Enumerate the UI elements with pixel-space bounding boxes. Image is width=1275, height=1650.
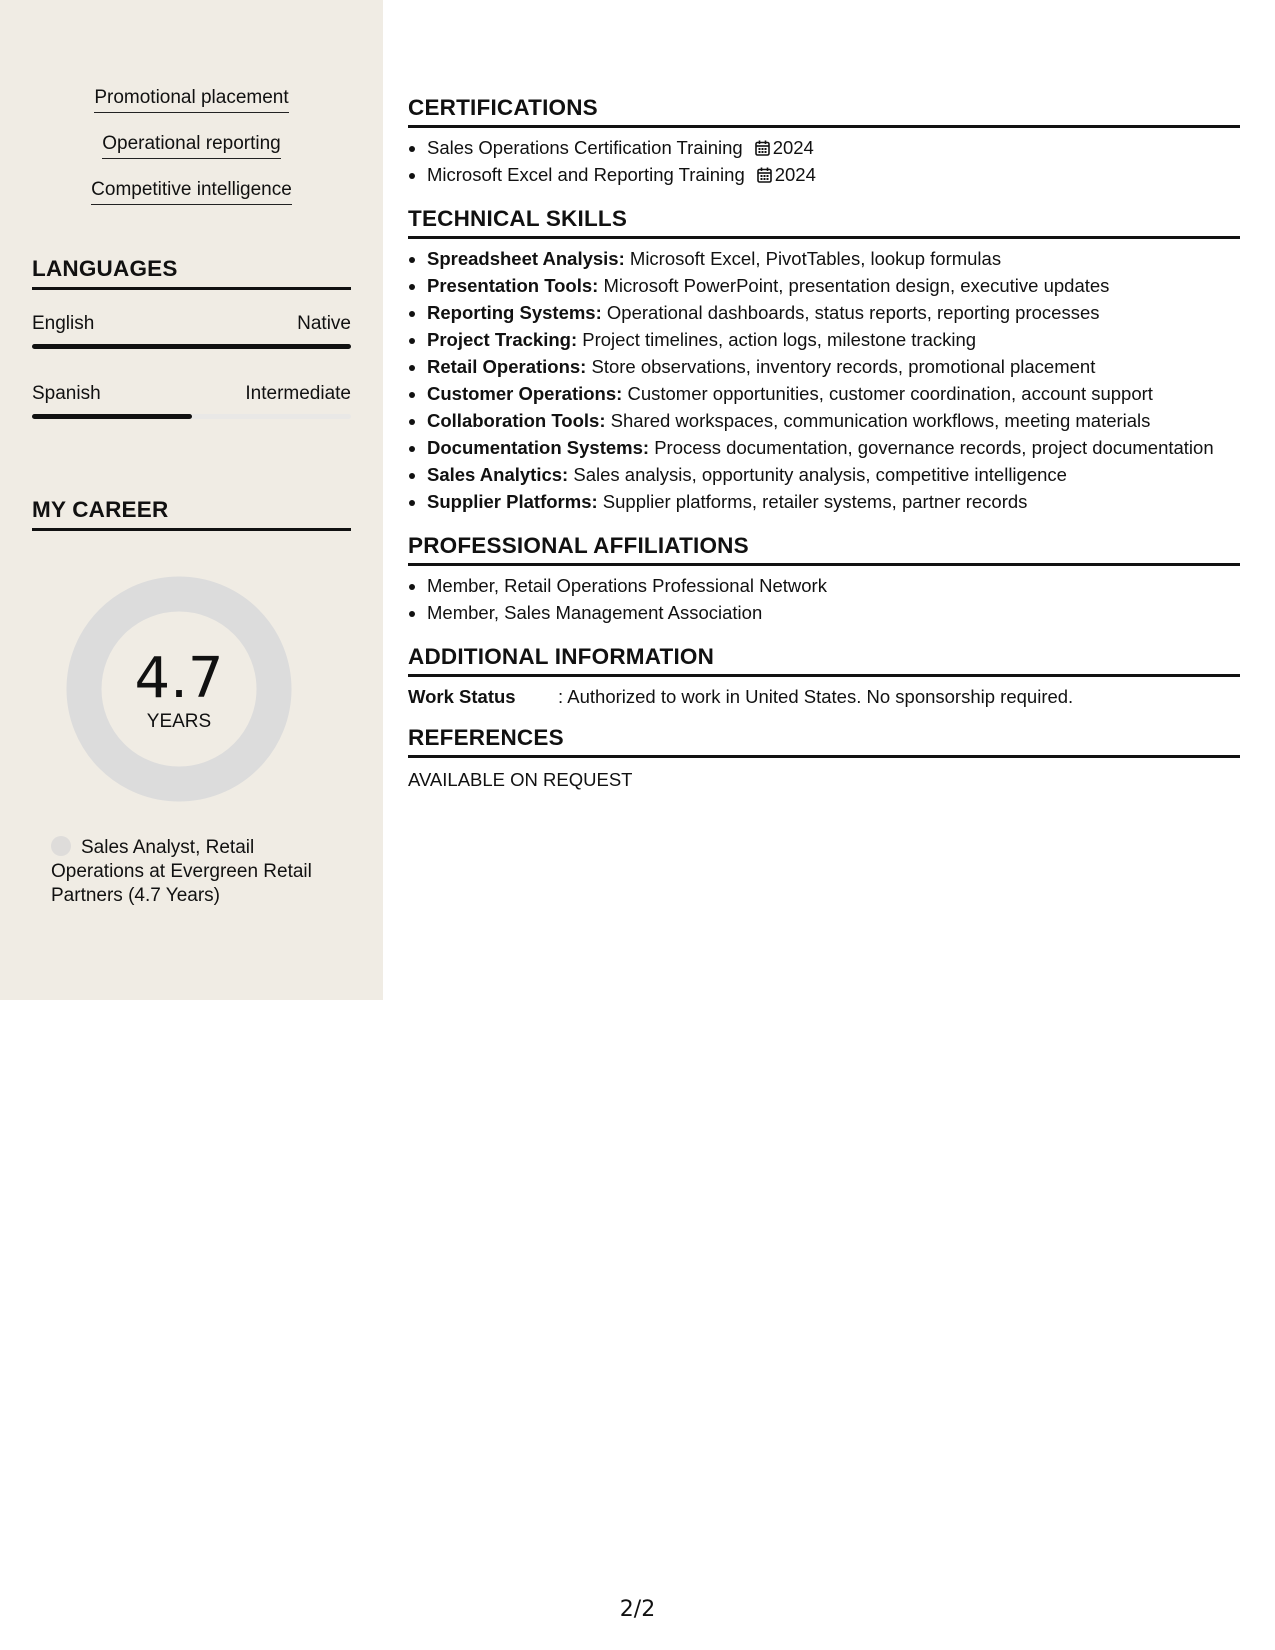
section-heading: CERTIFICATIONS — [408, 94, 1240, 128]
career-donut-chart — [66, 576, 292, 802]
language-level: Intermediate — [245, 383, 351, 404]
career-heading: MY CAREER — [32, 496, 351, 531]
skill-label: Supplier Platforms: — [427, 491, 598, 512]
skill-value: Store observations, inventory records, promotional placement — [591, 356, 1096, 377]
affiliations-section — [408, 532, 1240, 626]
work-status-row — [408, 685, 1240, 709]
language-level: Native — [297, 313, 351, 334]
language-proficiency-bar — [32, 414, 351, 419]
calendar-icon — [757, 167, 772, 183]
skill-label: Retail Operations: — [427, 356, 587, 377]
skill-value: Microsoft PowerPoint, presentation design, executive updates — [603, 275, 1110, 296]
language-proficiency-bar — [32, 344, 351, 349]
page-number: 2/2 — [619, 1597, 656, 1622]
skill-label: Customer Operations: — [427, 383, 623, 404]
languages-heading: LANGUAGES — [32, 255, 351, 290]
career-legend-text: Sales Analyst, Retail Operations at Evergreen Retail Partners (4.7 Years) — [51, 837, 312, 906]
additional-info-section — [408, 643, 1240, 709]
skill-value: Microsoft Excel, PivotTables, lookup formulas — [629, 248, 1002, 269]
skill-label: Project Tracking: — [427, 329, 578, 350]
section-heading: ADDITIONAL INFORMATION — [408, 643, 1240, 677]
career-total-value: 4.7 — [134, 646, 224, 711]
skill-value: Supplier platforms, retailer systems, partner records — [602, 491, 1028, 512]
skill-tag: Competitive intelligence — [91, 178, 292, 205]
list-item — [427, 272, 1240, 299]
list-item — [427, 161, 1240, 188]
certification-name: Microsoft Excel and Reporting Training — [427, 164, 745, 185]
skill-label: Reporting Systems: — [427, 302, 602, 323]
list-item — [427, 353, 1240, 380]
skill-tag: Operational reporting — [102, 132, 281, 159]
technical-skills-section — [408, 205, 1240, 515]
certification-year: 2024 — [774, 164, 816, 185]
list-item — [427, 407, 1240, 434]
skill-value: Sales analysis, opportunity analysis, competitive intelligence — [573, 464, 1067, 485]
list-item — [427, 434, 1240, 461]
list-item: • Member, Sales Management Association — [427, 599, 1240, 626]
certifications-section — [408, 94, 1240, 188]
list-item — [427, 326, 1240, 353]
section-heading: PROFESSIONAL AFFILIATIONS — [408, 532, 1240, 566]
references-text: AVAILABLE ON REQUEST — [408, 769, 633, 790]
language-name: English — [32, 313, 95, 334]
certification-year: 2024 — [772, 137, 814, 158]
skill-value: Process documentation, governance records, project documentation — [654, 437, 1214, 458]
work-status-label: Work Status — [408, 686, 516, 707]
skill-tag-list — [0, 86, 383, 224]
legend-dot — [51, 836, 71, 856]
affiliation-list — [408, 572, 1240, 626]
skill-label: Spreadsheet Analysis: — [427, 248, 625, 269]
skill-value: Operational dashboards, status reports, reporting processes — [606, 302, 1100, 323]
list-item — [427, 134, 1240, 161]
skill-label: Sales Analytics: — [427, 464, 569, 485]
list-item — [427, 299, 1240, 326]
career-legend-item — [51, 836, 321, 908]
skill-value: Customer opportunities, customer coordination, account support — [627, 383, 1153, 404]
language-name: Spanish — [32, 383, 101, 404]
list-item: • Member, Retail Operations Professional Network — [427, 572, 1240, 599]
skill-label: Documentation Systems: — [427, 437, 650, 458]
skill-label: Collaboration Tools: — [427, 410, 606, 431]
career-total-unit: YEARS — [146, 711, 212, 732]
language-row-english — [32, 312, 351, 349]
sidebar — [0, 0, 383, 1000]
list-item — [427, 461, 1240, 488]
donut-center — [66, 576, 292, 802]
references-section — [408, 724, 1240, 792]
list-item — [427, 245, 1240, 272]
language-proficiency-fill — [32, 344, 351, 349]
certification-name: Sales Operations Certification Training — [427, 137, 743, 158]
skill-tag: Promotional placement — [94, 86, 288, 113]
section-heading: REFERENCES — [408, 724, 1240, 758]
technical-skill-list — [408, 245, 1240, 515]
calendar-icon — [755, 140, 770, 156]
list-item — [427, 380, 1240, 407]
language-proficiency-fill — [32, 414, 192, 419]
work-status-value: : Authorized to work in United States. No sponsorship required. — [558, 686, 1074, 707]
skill-label: Presentation Tools: — [427, 275, 599, 296]
list-item — [427, 488, 1240, 515]
skill-value: Shared workspaces, communication workflows, meeting materials — [610, 410, 1151, 431]
skill-value: Project timelines, action logs, milestone tracking — [582, 329, 977, 350]
language-row-spanish — [32, 382, 351, 419]
certification-list — [408, 134, 1240, 188]
section-heading: TECHNICAL SKILLS — [408, 205, 1240, 239]
